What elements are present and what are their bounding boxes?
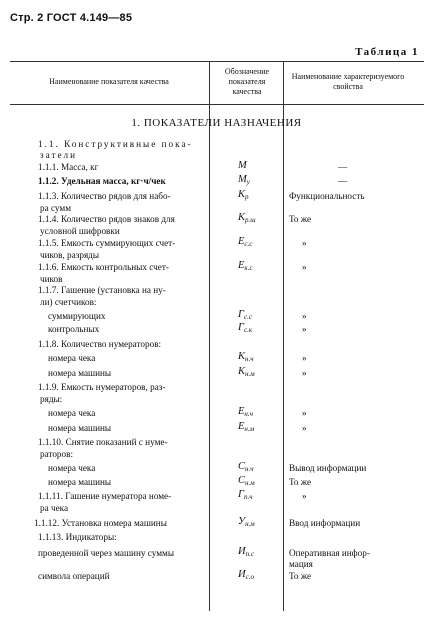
row-text-r7a: 1.1.7. Гашение (установка на ну- [38,285,166,295]
row-text-r4a: 1.1.4. Количество рядов знаков для [38,214,175,224]
row-text-r11a: 1.1.11. Гашение нумератора номе- [38,491,172,501]
row-text-r10d: номера машины [48,477,112,487]
row-text-r6a: 1.1.6. Емкость контрольных счет- [38,262,169,272]
designation-r10c [238,461,254,473]
row-text-r3a: 1.1.3. Количество рядов для набо- [38,191,171,201]
designation-symbol: C [238,461,246,472]
row-text-r13c: символа операций [38,571,110,581]
row-text-r13: 1.1.13. Индикаторы: [38,532,117,542]
designation-symbol: Г [238,489,244,500]
designation-subscript: р [245,193,249,201]
column-header-name: Наименование показателя качества [49,77,169,86]
column-header-designation: Обозначение показателя качества [224,67,270,96]
property-r7d: » [302,324,307,334]
designation-symbol: Г [238,309,244,320]
row-text-r9c: номера чека [48,408,96,418]
row-text-r6b: чиков [40,274,63,284]
property-r6a: » [302,262,307,272]
property-r8b: » [302,368,307,378]
designation-symbol: У [238,516,246,527]
designation-symbol: K [238,351,246,362]
designation-r3a [238,189,249,201]
designation-r6a [238,260,253,272]
designation-r13c [238,569,254,581]
row-text-r0b: затели [40,150,78,160]
row-text-r2: 1.1.2. Удельная масса, кг·ч/чек [38,176,166,186]
property-r3a: Функциональность [289,191,365,201]
designation-subscript: н.м [245,520,255,528]
designation-subscript: н.м [244,425,255,433]
designation-subscript: н.м [245,479,255,487]
row-text-r10b: раторов: [40,449,73,459]
designation-r9c [238,406,253,418]
property-r10c: Вывод информации [289,463,367,473]
row-text-r8: 1.1.8. Количество нумераторов: [38,339,162,349]
row-text-r10a: 1.1.10. Снятие показаний с нуме- [38,437,168,447]
row-text-r5b: чиков, разряды [40,250,100,260]
designation-symbol: E [238,236,245,247]
row-text-r8a: номера чека [48,353,96,363]
designation-subscript: п.с [245,550,254,558]
property-r5a: » [302,238,307,248]
property-r1: — [338,162,348,172]
designation-r7c [238,309,252,321]
designation-subscript: п.ч [243,493,253,501]
row-text-r9a: 1.1.9. Емкость нумераторов, раз- [38,382,166,392]
designation-symbol: E [238,260,245,271]
table-header-bottom-rule [10,104,424,105]
property-r11a: » [302,491,307,501]
designation-r5a [238,236,252,248]
page-header: Стр. 2 ГОСТ 4.149—85 [10,12,133,24]
row-text-r10c: номера чека [48,463,96,473]
designation-r4a [238,212,256,224]
designation-symbol: И [238,546,246,557]
designation-symbol: C [238,475,246,486]
property-r8a: » [302,353,307,363]
table-caption: Таблица 1 [355,46,419,58]
designation-r7d [238,322,252,334]
column-divider-left [209,61,210,611]
designation-symbol: E [238,406,245,417]
section-title: 1. ПОКАЗАТЕЛИ НАЗНАЧЕНИЯ [131,117,302,129]
row-text-r9d: номера машины [48,423,112,433]
designation-subscript: н.ч [245,465,254,473]
row-text-r7b: ли) счетчиков: [40,297,97,307]
row-text-r4b: условной шифровки [40,226,120,236]
designation-symbol: E [238,421,245,432]
designation-r13a [238,546,254,558]
row-text-r0a: 1.1. Конструктивные пока- [38,139,193,149]
property-r12: Ввод информации [289,518,361,528]
designation-symbol: K [238,189,246,200]
designation-subscript: с.о [245,573,254,581]
designation-r11a [238,489,253,501]
row-text-r9b: ряды: [40,394,63,404]
designation-subscript: с.к [243,326,253,334]
row-text-r1: 1.1.1. Масса, кг [38,162,99,172]
designation-symbol: И [238,569,246,580]
table-top-rule [10,61,424,62]
designation-subscript: у [246,178,250,186]
property-r7c: » [302,311,307,321]
designation-r10d [238,475,255,487]
column-divider-right [283,61,284,611]
designation-symbol: Г [238,322,244,333]
designation-r1 [238,160,247,172]
designation-r12 [238,516,255,528]
designation-subscript: н.м [245,370,255,378]
property-r9c: » [302,408,307,418]
designation-subscript: р.ш [245,216,256,224]
designation-symbol: M [238,174,247,185]
row-text-r8b: номера машины [48,368,112,378]
designation-subscript: с.с [243,313,252,321]
row-text-r3b: ра сумм [40,203,72,213]
property-r13b: мация [289,559,313,569]
row-text-r11b: ра чека [40,503,69,513]
property-r13c: То же [289,571,312,581]
row-text-r13a: проведенной через машину суммы [38,548,175,558]
property-r2: — [338,176,348,186]
designation-subscript: к.с [244,264,253,272]
designation-symbol: K [238,212,246,223]
designation-symbol: K [238,366,246,377]
designation-r8a [238,351,254,363]
column-header-property: Наименование характеризуемого свойства [291,72,405,91]
property-r9d: » [302,423,307,433]
row-text-r7d: контрольных [48,324,100,334]
designation-r8b [238,366,255,378]
designation-subscript: н.ч [245,355,254,363]
designation-subscript: н.ч [244,410,253,418]
property-r13a: Оперативная инфор- [289,548,370,558]
row-text-r5a: 1.1.5. Емкость суммирующих счет- [38,238,176,248]
row-text-r7c: суммирующих [48,311,106,321]
designation-r2 [238,174,250,186]
property-r10d: То же [289,477,312,487]
property-r4a: То же [289,214,312,224]
designation-symbol: M [238,160,247,171]
row-text-r12: 1.1.12. Установка номера машины [34,518,167,528]
designation-r9d [238,421,254,433]
designation-subscript: с.с [244,240,253,248]
